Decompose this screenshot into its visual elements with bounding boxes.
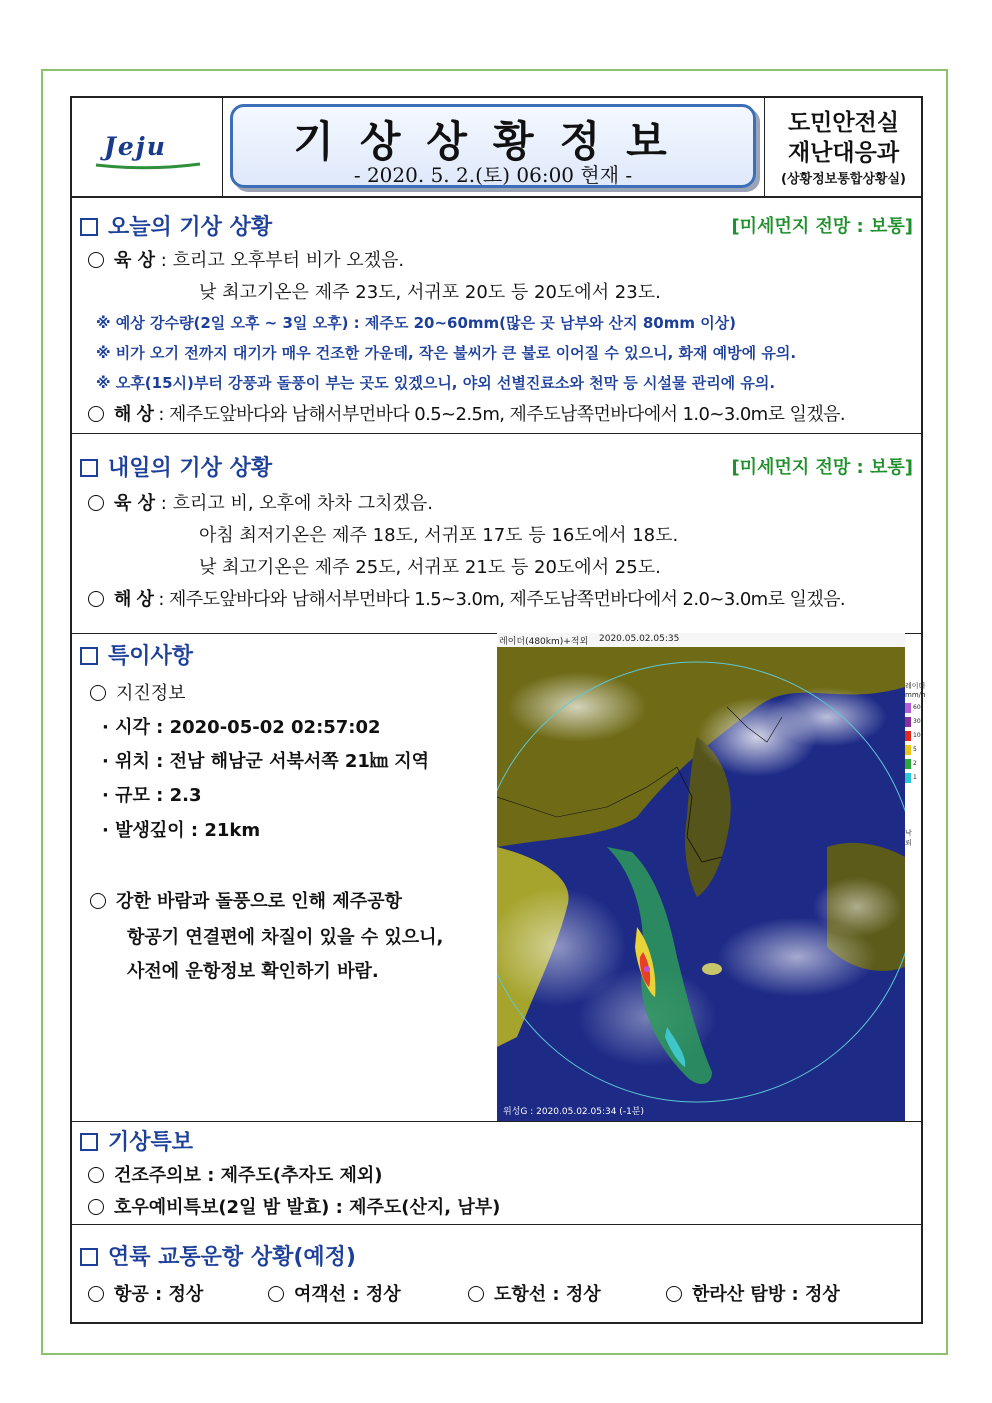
radar-time: 2020.05.02.05:35: [599, 634, 680, 644]
radar-legend: [905, 681, 927, 781]
section-title: 내일의 기상 상황: [80, 451, 272, 482]
circle-bullet-icon: [88, 1286, 104, 1302]
section-today: [72, 198, 921, 434]
legend-label: 5: [913, 746, 917, 753]
legend-swatch: [905, 703, 911, 713]
legend-swatch: [905, 731, 911, 741]
traffic-island-ferry: 도항선 : 정상: [468, 1280, 601, 1306]
header: [72, 98, 921, 198]
dept-line1: 도민안전실: [787, 110, 900, 136]
warning-item: 호우예비특보(2일 밤 발효) : 제주도(산지, 남부): [88, 1193, 500, 1219]
traffic-hallasan: 한라산 탐방 : 정상: [666, 1280, 840, 1306]
section-tomorrow: [72, 433, 921, 634]
page-title: 기상상황정보: [293, 117, 693, 166]
legend-label: 60: [913, 704, 921, 711]
section-warnings: [72, 1121, 921, 1225]
legend-swatch: [905, 745, 911, 755]
note-wind: ※ 오후(15시)부터 강풍과 돌풍이 부는 곳도 있겠으니, 야외 선별진료소와 천막 등 시설물 관리에 유의.: [96, 374, 776, 392]
circle-bullet-icon: [88, 1199, 104, 1215]
circle-bullet-icon: [468, 1286, 484, 1302]
jeju-logo: [72, 98, 223, 196]
circle-bullet-icon: [268, 1286, 284, 1302]
radar-caption: 레이더(480km)+적외: [499, 637, 589, 647]
land-row: 육 상 : 흐리고 오후부터 비가 오겠음.: [88, 246, 404, 272]
note-fire: ※ 비가 오기 전까지 대기가 매우 건조한 가운데, 작은 불씨가 큰 불로 이어질 수 있으니, 화재 예방에 유의.: [96, 344, 797, 362]
radar-map: [497, 647, 905, 1121]
radar-satellite-image: [497, 633, 926, 1121]
logo-swoosh-icon: [94, 162, 202, 170]
title-cell: [224, 98, 765, 196]
quake-time: · 시각 : 2020-05-02 02:57:02: [102, 717, 381, 738]
circle-bullet-icon: [88, 1167, 104, 1183]
department: [766, 98, 921, 196]
land-row: 육 상 : 흐리고 비, 오후에 차차 그치겠음.: [88, 489, 433, 515]
legend-label: 2: [913, 760, 917, 767]
circle-bullet-icon: [90, 685, 106, 701]
quake-depth: · 발생깊이 : 21km: [102, 820, 261, 841]
checkbox-icon: [80, 647, 98, 665]
title-box: [230, 104, 756, 188]
airport-notice-line2: 항공기 연결편에 차질이 있을 수 있으니,: [127, 927, 444, 948]
legend-title: 레이더: [905, 682, 926, 690]
weather-bulletin: [70, 96, 926, 1324]
section-title: 특이사항: [80, 639, 193, 670]
sea-row: 해 상 : 제주도앞바다와 남해서부먼바다 0.5~2.5m, 제주도남쪽먼바다에서 1.0~3.0m로 일겠음.: [88, 400, 845, 426]
checkbox-icon: [80, 1248, 98, 1266]
quake-title: 지진정보: [90, 679, 186, 705]
legend-swatch: [905, 759, 911, 769]
legend-label: 1: [913, 774, 917, 781]
note-rainfall: ※ 예상 강수량(2일 오후 ~ 3일 오후) : 제주도 20~60mm(많은 곳 남부와 산지 80mm 이상): [96, 314, 737, 332]
land-line2: 아침 최저기온은 제주 18도, 서귀포 17도 등 16도에서 18도.: [199, 525, 679, 546]
lightning-label: 낙뢰: [905, 829, 912, 847]
quake-location: · 위치 : 전남 해남군 서북서쪽 21㎞ 지역: [102, 751, 429, 772]
section-traffic: [72, 1224, 921, 1322]
circle-bullet-icon: [88, 495, 104, 511]
section-special: [72, 633, 926, 1122]
pm-forecast: [미세먼지 전망 : 보통]: [731, 216, 913, 237]
sea-row: 해 상 : 제주도앞바다와 남해서부먼바다 1.5~3.0m, 제주도남쪽먼바다에서 2.0~3.0m로 일겠음.: [88, 585, 845, 611]
legend-swatch: [905, 717, 911, 727]
logo-text: Jeju: [104, 132, 167, 161]
checkbox-icon: [80, 459, 98, 477]
dept-line3: (상황정보통합상황실): [781, 172, 906, 187]
checkbox-icon: [80, 218, 98, 236]
dept-line2: 재난대응과: [787, 140, 900, 166]
section-title: 기상특보: [80, 1125, 193, 1156]
airport-notice-line3: 사전에 운항정보 확인하기 바람.: [127, 961, 379, 982]
traffic-ferry: 여객선 : 정상: [268, 1280, 401, 1306]
legend-label: 30: [913, 718, 921, 725]
warning-item: 건조주의보 : 제주도(추자도 제외): [88, 1161, 383, 1187]
circle-bullet-icon: [88, 252, 104, 268]
checkbox-icon: [80, 1133, 98, 1151]
circle-bullet-icon: [88, 591, 104, 607]
circle-bullet-icon: [666, 1286, 682, 1302]
traffic-air: 항공 : 정상: [88, 1280, 203, 1306]
land-line3: 낮 최고기온은 제주 25도, 서귀포 21도 등 20도에서 25도.: [199, 557, 661, 578]
legend-label: 10: [913, 732, 921, 739]
radar-footer: 위성G : 2020.05.02.05:34 (-1분): [503, 1107, 644, 1117]
circle-bullet-icon: [90, 893, 106, 909]
section-title: 연륙 교통운항 상황(예정): [80, 1240, 356, 1271]
legend-unit: mm/h: [905, 691, 926, 699]
quake-magnitude: · 규모 : 2.3: [102, 785, 202, 806]
pm-forecast: [미세먼지 전망 : 보통]: [731, 457, 913, 478]
circle-bullet-icon: [88, 406, 104, 422]
report-date: - 2020. 5. 2.(토) 06:00 현재 -: [353, 163, 633, 187]
land-line2: 낮 최고기온은 제주 23도, 서귀포 20도 등 20도에서 23도.: [199, 282, 661, 303]
section-title: 오늘의 기상 상황: [80, 210, 272, 241]
legend-swatch: [905, 773, 911, 783]
airport-notice: 강한 바람과 돌풍으로 인해 제주공항: [90, 887, 402, 913]
